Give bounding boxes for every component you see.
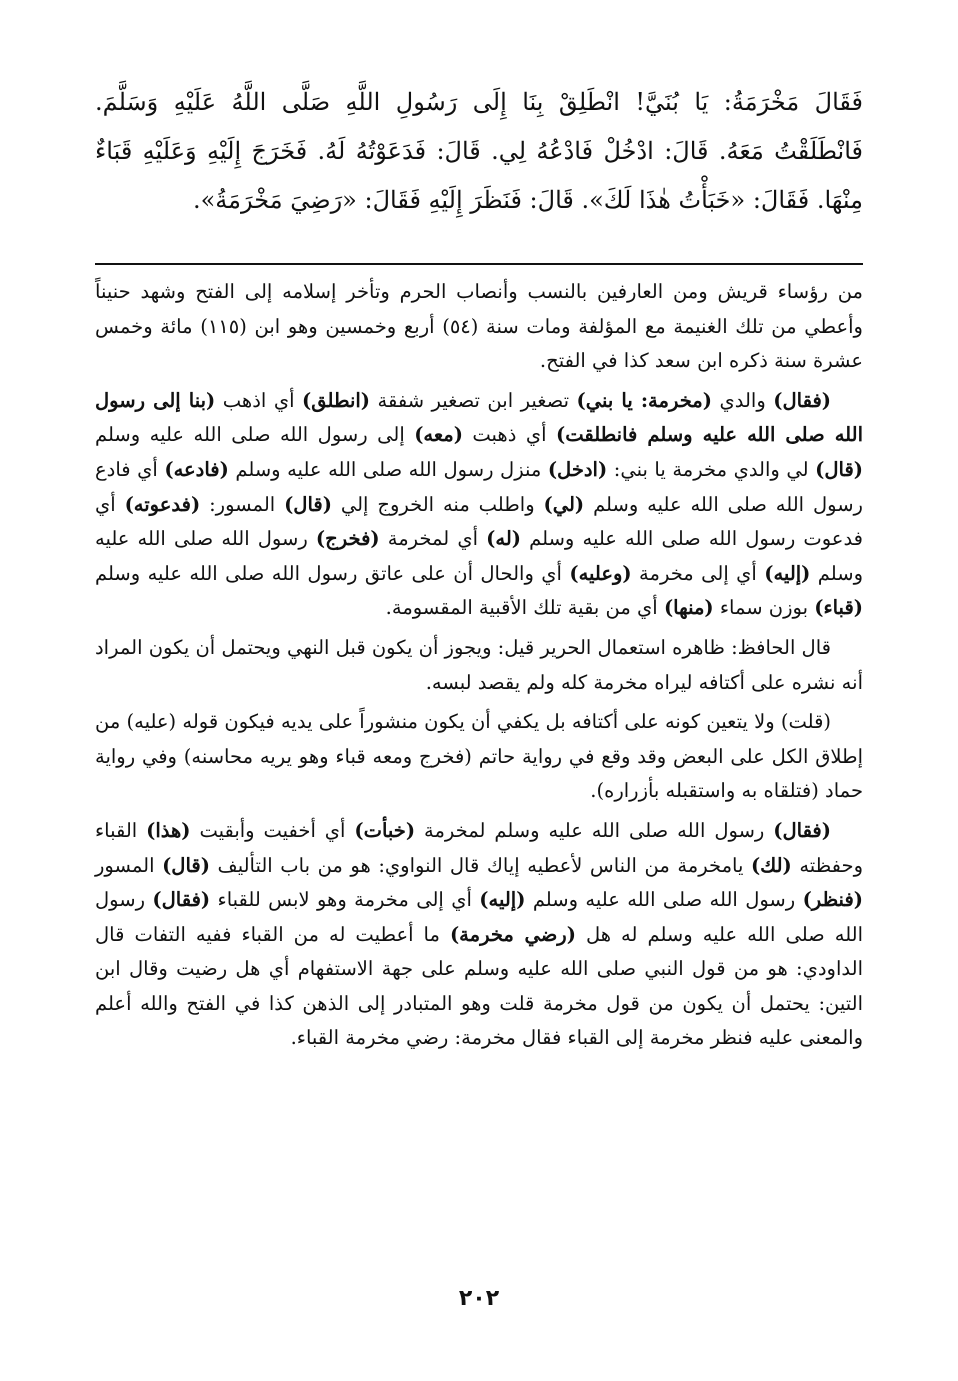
commentary-paragraph-2 [95, 384, 863, 626]
keyword: (إليه) [764, 561, 811, 585]
gloss: أي اذهب [215, 388, 302, 412]
page-number: ٢٠٢ [458, 1286, 500, 1311]
commentary-paragraph-5 [95, 814, 863, 1056]
keyword: (منها) [663, 596, 714, 620]
keyword: (فقال) [773, 388, 832, 412]
gloss: القباء وحفظته [95, 818, 863, 877]
keyword: (بنا إلى رسول الله صلى الله عليه وسلم فانطلقت) [95, 388, 863, 447]
keyword: (قال) [162, 853, 210, 877]
gloss: رسول الله صلى الله عليه وسلم [95, 527, 863, 585]
commentary-paragraph-3: قال الحافظ: ظاهره استعمال الحرير قيل: ويجوز أن يكون قبل النهي ويحتمل أن يكون المراد أنه نشره على أكتافه ليراه مخرمة كله ولم يقصد لبسه. [95, 635, 863, 694]
keyword: (قباء) [814, 596, 863, 620]
keyword: (له) [486, 527, 522, 551]
keyword: (هذا) [146, 818, 191, 842]
keyword: (انطلق) [302, 388, 371, 412]
gloss: المسور [95, 853, 163, 877]
hadith-text: فَقَالَ مَخْرَمَةُ: يَا بُنَيَّ! انْطَلِقْ بِنَا إِلَى رَسُولِ اللَّهِ صَلَّى اللَّهُ عَلَيْهِ وَسَلَّمَ. فَانْطَلَقْتُ مَعَهُ. قَالَ: ادْخُلْ فَادْعُهُ لِي. قَالَ: فَدَعَوْتُهُ لَهُ. فَخَرَجَ إِلَيْهِ وَعَلَيْهِ قَبَاءٌ مِنْهَا. فَقَالَ: «خَبَأْتُ هٰذَا لَكَ». قَالَ: فَنَظَرَ إِلَيْهِ فَقَالَ: «رَضِيَ مَخْرَمَةُ». [95, 88, 863, 214]
gloss: إلى رسول الله صلى الله عليه وسلم [95, 423, 415, 447]
gloss: أي فدعوت رسول الله صلى الله عليه وسلم [95, 492, 863, 551]
keyword: (فدعوته) [124, 492, 201, 516]
gloss: أي فادع رسول الله صلى الله عليه وسلم [95, 457, 863, 516]
keyword: (فادعه) [164, 457, 229, 481]
gloss: أي ذهبت [462, 423, 556, 447]
keyword: (لي) [543, 492, 585, 516]
page-body [95, 78, 863, 1061]
gloss: واطلب منه الخروج إلي [331, 492, 544, 516]
gloss: والدي [711, 388, 774, 412]
gloss: منزل رسول الله صلى الله عليه وسلم [228, 457, 548, 481]
gloss: تصغير ابن تصغير شفقة [370, 388, 577, 412]
keyword: (معه) [414, 423, 463, 447]
gloss: أي لمخرمة [379, 527, 487, 551]
gloss: رسول الله صلى الله عليه وسلم له هل [95, 888, 864, 946]
gloss: أي إلى مخرمة [631, 561, 765, 585]
gloss: المسور: [200, 492, 285, 516]
gloss: رسول الله صلى الله عليه وسلم [525, 888, 803, 912]
keyword: (وعليه) [569, 561, 632, 585]
gloss: بوزن سماء [713, 596, 815, 620]
gloss: أي والحال أن على عاتق رسول الله صلى الله عليه وسلم [95, 561, 570, 585]
commentary [95, 275, 863, 1056]
gloss: ما أعطيت له من القباء ففيه التفات قال الداودي: هو من قول النبي صلى الله عليه وسلم على جهة الاستفهام أي هل رضيت وقال ابن التين: يحتمل أن يكون من قول مخرمة قلت وهو المتبادر إلى الذهن كذا في الفتح والله أعلم والمعنى عليه فنظر مخرمة إلى القباء فقال مخرمة: رضي مخرمة القباء. [95, 922, 863, 1050]
gloss: أي إلى مخرمة وهو لابس للقباء [210, 888, 480, 912]
gloss: أي من بقية تلك الأقبية المقسومة. [385, 596, 664, 620]
keyword: (فقال) [152, 888, 211, 912]
keyword: (مخرمة: يا بني) [576, 388, 712, 412]
keyword: (إليه) [479, 888, 526, 912]
keyword: (ادخل) [547, 457, 608, 481]
commentary-paragraph-4: (قلت) ولا يتعين كونه على أكتافه بل يكفي أن يكون منشوراً على يديه فيكون قوله (عليه) من إطلاق الكل على البعض وقد وقع في رواية حاتم (فخرج ومعه قباء وهو يريه محاسنه) وفي رواية حماد (فتلقاه به واستقبله بأزراره). [95, 710, 863, 803]
footnote-divider [95, 263, 863, 265]
keyword: (رضي مخرمة) [449, 922, 576, 946]
gloss: يامخرمة من الناس لأعطيه إياك قال النواوي: هو من باب التأليف [209, 853, 751, 877]
keyword: (لك) [750, 853, 792, 877]
keyword: (قال) [284, 492, 332, 516]
keyword: (خبأت) [354, 818, 416, 842]
keyword: (قال) [815, 457, 863, 481]
gloss: رسول الله صلى الله عليه وسلم لمخرمة [415, 818, 774, 842]
keyword: (فنظر) [802, 888, 863, 912]
gloss: أي أخفيت وأبقيت [190, 818, 355, 842]
keyword: (فقال) [773, 818, 831, 842]
keyword: (فخرج) [315, 527, 380, 551]
commentary-paragraph-1: من رؤساء قريش ومن العارفين بالنسب وأنصاب الحرم وتأخر إسلامه إلى الفتح وشهد حنيناً وأعطي من تلك الغنيمة مع المؤلفة ومات سنة (٥٤) أربع وخمسين وهو ابن (١١٥) مائة وخمس عشرة سنة ذكره ابن سعد كذا في الفتح. [95, 280, 863, 373]
gloss: لي والدي مخرمة يا بني: [607, 457, 816, 481]
